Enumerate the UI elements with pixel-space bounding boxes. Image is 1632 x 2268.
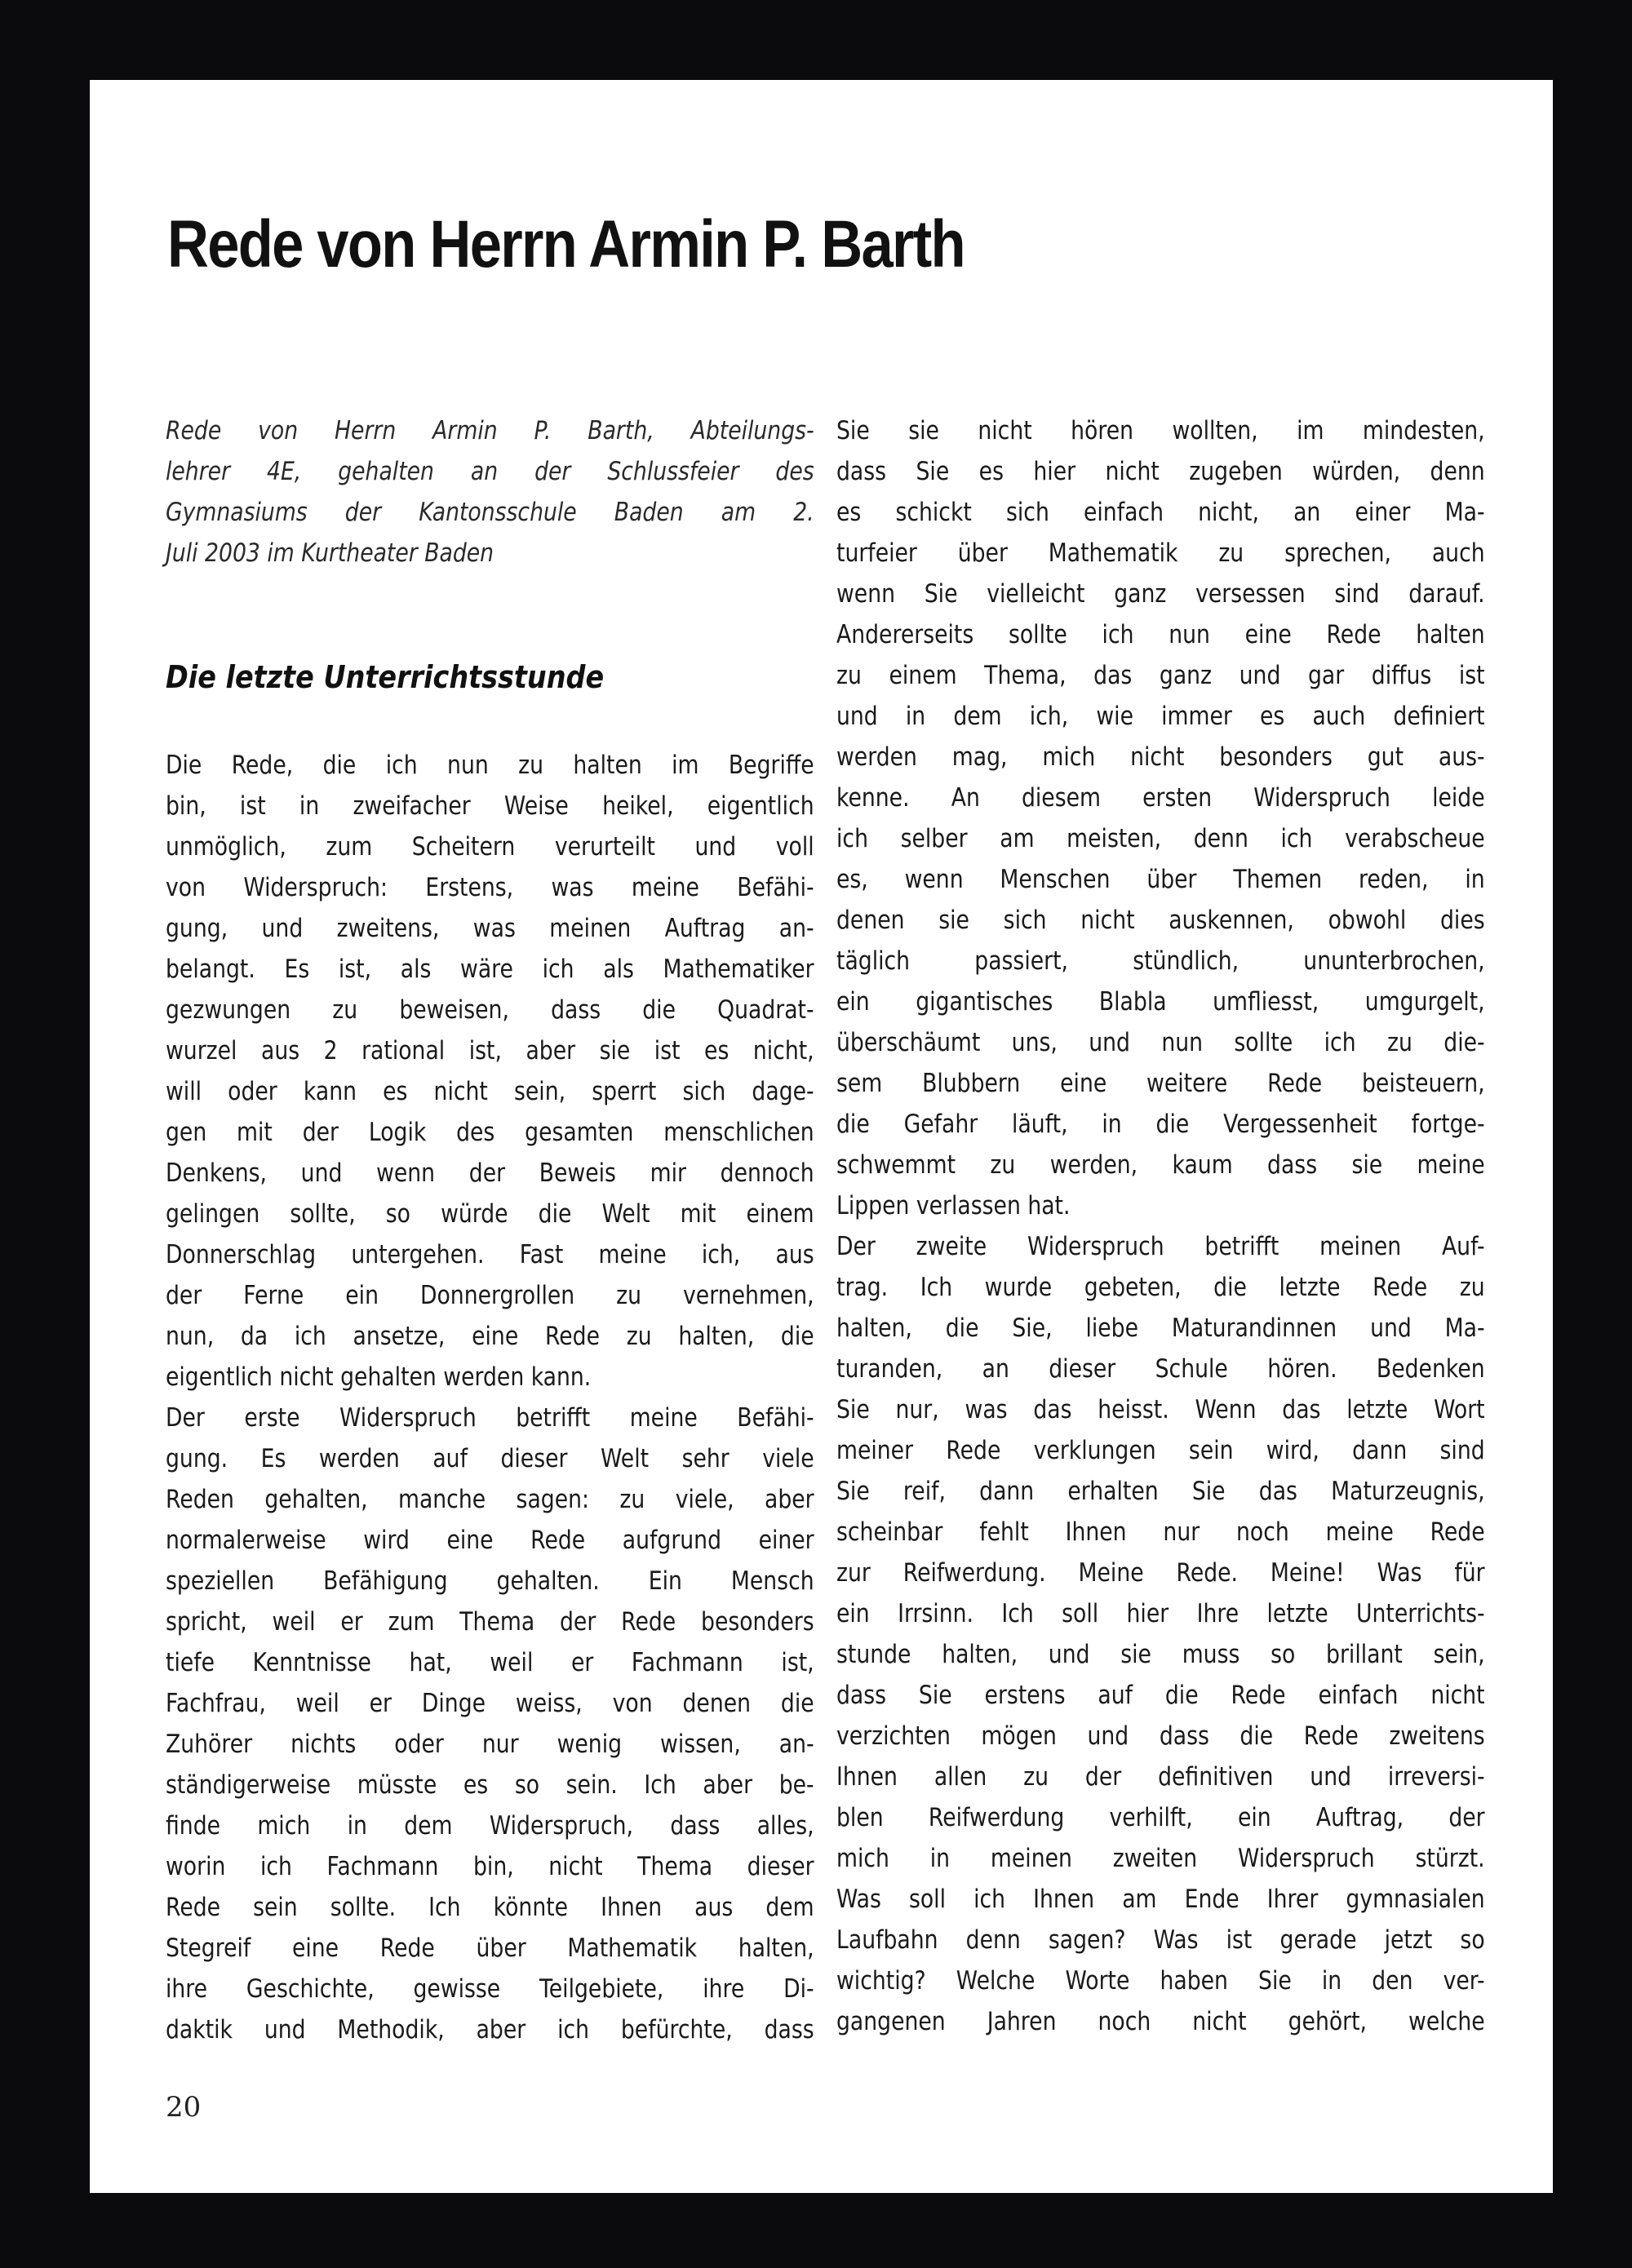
- text-line: Denkens, und wenn der Beweis mir dennoch: [166, 1158, 814, 1188]
- text-line: dass Sie es hier nicht zugeben würden, denn: [836, 457, 1485, 486]
- text-line: Sie sie nicht hören wollten, im mindesten,: [836, 416, 1485, 445]
- text-line: gen mit der Logik des gesamten menschlichen: [166, 1118, 814, 1147]
- text-line: turanden, an dieser Schule hören. Bedenken: [836, 1354, 1485, 1384]
- text-line: ein gigantisches Blabla umfliesst, umgurgelt,: [836, 987, 1485, 1017]
- text-line: meiner Rede verklungen sein wird, dann sind: [836, 1436, 1485, 1465]
- text-line: Sie nur, was das heisst. Wenn das letzte Wort: [836, 1395, 1485, 1424]
- text-line: will oder kann es nicht sein, sperrt sich dage-: [166, 1077, 814, 1106]
- text-line: sem Blubbern eine weitere Rede beisteuern,: [836, 1069, 1485, 1098]
- text-line: von Widerspruch: Erstens, was meine Befähi-: [166, 873, 814, 902]
- text-line: Zuhörer nichts oder nur wenig wissen, an-: [166, 1730, 814, 1759]
- text-line: daktik und Methodik, aber ich befürchte, dass: [166, 2015, 814, 2044]
- text-line: stunde halten, und sie muss so brillant sein,: [836, 1640, 1485, 1669]
- text-line: denen sie sich nicht auskennen, obwohl dies: [836, 906, 1485, 935]
- text-line: zu einem Thema, das ganz und gar diffus ist: [836, 661, 1485, 690]
- text-line: kenne. An diesem ersten Widerspruch leide: [836, 783, 1485, 813]
- text-line: scheinbar fehlt Ihnen nur noch meine Rede: [836, 1517, 1485, 1547]
- text-line: verzichten mögen und dass die Rede zweitens: [836, 1721, 1485, 1751]
- text-line: bin, ist in zweifacher Weise heikel, eigentlich: [166, 791, 814, 821]
- text-line: Der erste Widerspruch betrifft meine Befähi-: [166, 1403, 814, 1433]
- text-line: tiefe Kenntnisse hat, weil er Fachmann ist,: [166, 1648, 814, 1677]
- text-line: turfeier über Mathematik zu sprechen, auch: [836, 538, 1485, 568]
- text-line: Sie reif, dann erhalten Sie das Maturzeugnis,: [836, 1477, 1485, 1506]
- text-line: dass Sie erstens auf die Rede einfach nicht: [836, 1681, 1485, 1710]
- right-column-text: [836, 410, 1485, 2042]
- text-line: gung, und zweitens, was meinen Auftrag an-: [166, 914, 814, 943]
- text-line: überschäumt uns, und nun sollte ich zu die-: [836, 1028, 1485, 1057]
- text-line: ständigerweise müsste es so sein. Ich aber be-: [166, 1770, 814, 1800]
- document-page: [90, 80, 1553, 2193]
- text-line: trag. Ich wurde gebeten, die letzte Rede zu: [836, 1273, 1485, 1302]
- text-line: es, wenn Menschen über Themen reden, in: [836, 865, 1485, 894]
- intro-line: Juli 2003 im Kurtheater Baden: [166, 538, 494, 568]
- intro-line: Rede von Herrn Armin P. Barth, Abteilungs-: [166, 416, 814, 445]
- page-title: Rede von Herrn Armin P. Barth: [167, 207, 965, 281]
- text-line: es schickt sich einfach nicht, an einer Ma-: [836, 498, 1485, 527]
- text-line: nun, da ich ansetze, eine Rede zu halten, die: [166, 1322, 814, 1351]
- text-line: ein Irrsinn. Ich soll hier Ihre letzte Unterrichts-: [836, 1599, 1485, 1628]
- text-line: unmöglich, zum Scheitern verurteilt und voll: [166, 832, 814, 862]
- text-line: spricht, weil er zum Thema der Rede besonders: [166, 1607, 814, 1637]
- text-line: eigentlich nicht gehalten werden kann.: [166, 1362, 592, 1392]
- text-line: Was soll ich Ihnen am Ende Ihrer gymnasialen: [836, 1885, 1485, 1914]
- text-line: gelingen sollte, so würde die Welt mit einem: [166, 1199, 814, 1229]
- intro-line: lehrer 4E, gehalten an der Schlussfeier des: [166, 457, 814, 486]
- text-line: blen Reifwerdung verhilft, ein Auftrag, der: [836, 1803, 1485, 1832]
- text-line: Donnerschlag untergehen. Fast meine ich, aus: [166, 1240, 814, 1269]
- intro-paragraph: [166, 410, 814, 574]
- text-line: zur Reifwerdung. Meine Rede. Meine! Was für: [836, 1558, 1485, 1588]
- text-line: finde mich in dem Widerspruch, dass alles,: [166, 1811, 814, 1841]
- section-heading: Die letzte Unterrichtsstunde: [166, 659, 605, 695]
- text-line: Andererseits sollte ich nun eine Rede halten: [836, 620, 1485, 649]
- page-number: 20: [166, 2091, 202, 2124]
- text-line: der Ferne ein Donnergrollen zu vernehmen,: [166, 1281, 814, 1310]
- text-line: täglich passiert, stündlich, ununterbrochen,: [836, 946, 1485, 976]
- text-line: halten, die Sie, liebe Maturandinnen und Ma-: [836, 1313, 1485, 1343]
- text-line: Ihnen allen zu der definitiven und irreversi-: [836, 1762, 1485, 1792]
- text-line: Laufbahn denn sagen? Was ist gerade jetzt so: [836, 1925, 1485, 1955]
- text-line: schwemmt zu werden, kaum dass sie meine: [836, 1150, 1485, 1180]
- text-line: Die Rede, die ich nun zu halten im Begriffe: [166, 751, 814, 780]
- text-line: normalerweise wird eine Rede aufgrund einer: [166, 1526, 814, 1555]
- text-line: mich in meinen zweiten Widerspruch stürzt.: [836, 1844, 1485, 1873]
- text-line: wurzel aus 2 rational ist, aber sie ist es nicht,: [166, 1036, 814, 1065]
- text-line: gung. Es werden auf dieser Welt sehr viele: [166, 1444, 814, 1473]
- text-line: belangt. Es ist, als wäre ich als Mathematiker: [166, 955, 814, 984]
- text-line: werden mag, mich nicht besonders gut aus-: [836, 742, 1485, 772]
- text-line: gezwungen zu beweisen, dass die Quadrat-: [166, 995, 814, 1025]
- text-line: wichtig? Welche Worte haben Sie in den ver-: [836, 1966, 1485, 1996]
- text-line: Reden gehalten, manche sagen: zu viele, aber: [166, 1485, 814, 1514]
- text-line: ihre Geschichte, gewisse Teilgebiete, ihre Di-: [166, 1974, 814, 2004]
- text-line: ich selber am meisten, denn ich verabscheue: [836, 824, 1485, 853]
- text-line: Der zweite Widerspruch betrifft meinen Auf-: [836, 1232, 1485, 1261]
- text-line: Stegreif eine Rede über Mathematik halten,: [166, 1934, 814, 1963]
- text-line: Lippen verlassen hat.: [836, 1191, 1071, 1220]
- text-line: Rede sein sollte. Ich könnte Ihnen aus dem: [166, 1893, 814, 1922]
- left-column-text: [166, 745, 814, 2050]
- text-line: worin ich Fachmann bin, nicht Thema dieser: [166, 1852, 814, 1881]
- intro-line: Gymnasiums der Kantonsschule Baden am 2.: [166, 498, 814, 527]
- text-line: speziellen Befähigung gehalten. Ein Mensch: [166, 1566, 814, 1596]
- text-line: wenn Sie vielleicht ganz versessen sind darauf.: [836, 579, 1485, 609]
- text-line: Fachfrau, weil er Dinge weiss, von denen die: [166, 1689, 814, 1718]
- text-line: gangenen Jahren noch nicht gehört, welche: [836, 2007, 1485, 2036]
- text-line: und in dem ich, wie immer es auch definiert: [836, 702, 1485, 731]
- text-line: die Gefahr läuft, in die Vergessenheit fortge-: [836, 1110, 1485, 1139]
